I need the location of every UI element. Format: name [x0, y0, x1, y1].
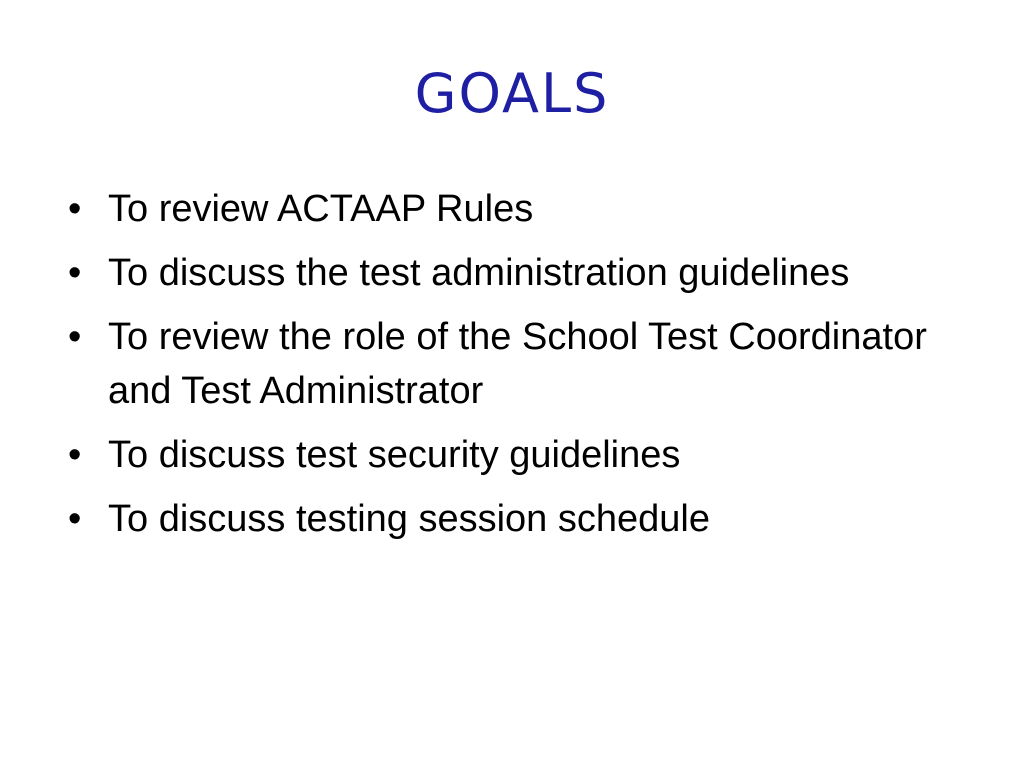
- bullet-text: To discuss test security guidelines: [108, 434, 681, 476]
- bullet-marker: •: [68, 188, 82, 230]
- bullet-text: To review the role of the School Test Coordinator and Test Administrator: [108, 316, 927, 412]
- bullet-text: To discuss testing session schedule: [108, 498, 710, 540]
- bullet-item: [68, 492, 968, 546]
- bullet-item: [68, 246, 968, 300]
- bullet-item: [68, 182, 968, 236]
- slide-title: GOALS: [414, 62, 610, 125]
- bullet-text: To review ACTAAP Rules: [108, 188, 534, 230]
- bullet-list: [68, 182, 968, 556]
- bullet-marker: •: [68, 498, 82, 540]
- bullet-item: [68, 428, 968, 482]
- bullet-marker: •: [68, 316, 82, 358]
- bullet-marker: •: [68, 434, 82, 476]
- bullet-item: [68, 310, 968, 418]
- bullet-marker: •: [68, 252, 82, 294]
- bullet-text: To discuss the test administration guidelines: [108, 252, 850, 294]
